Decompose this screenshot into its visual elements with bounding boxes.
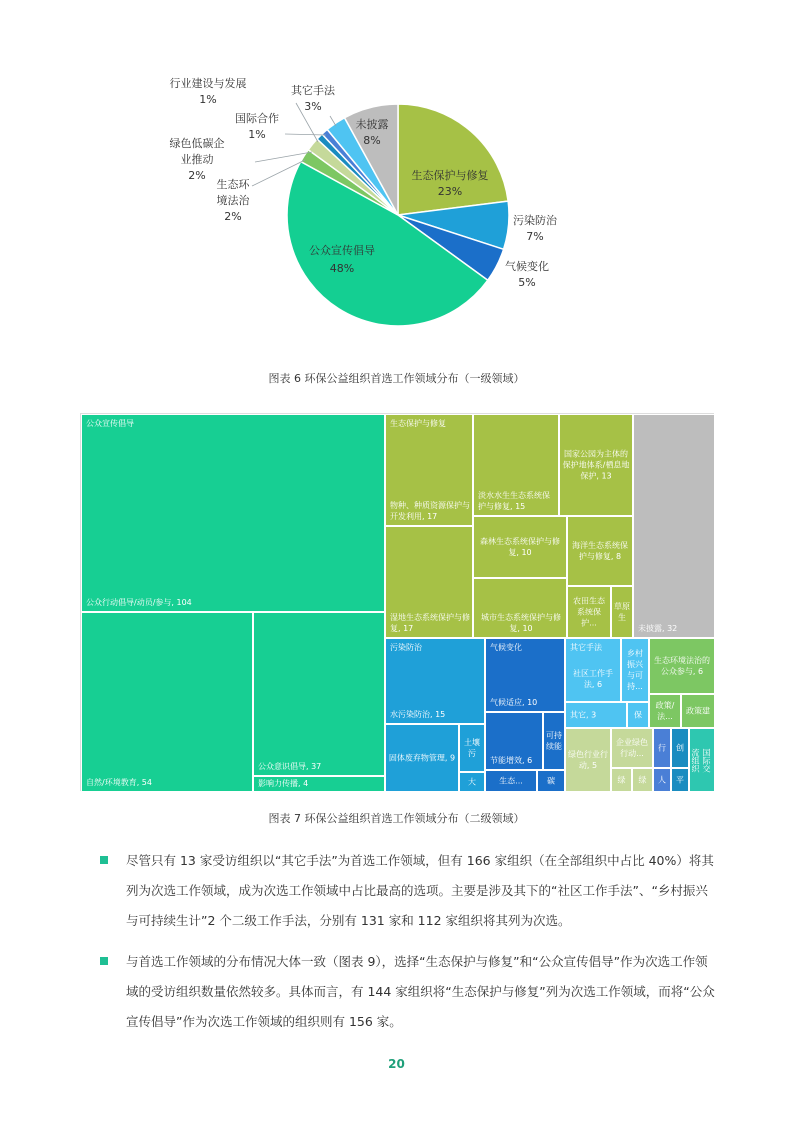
slice-value-other: 3% (304, 100, 322, 113)
treemap-label-other-other: 其它, 3 (570, 710, 597, 720)
slice-label-green-1: 绿色低碳企 (169, 137, 225, 150)
treemap-cell-energy-saving (485, 712, 543, 770)
treemap-cell-farmland (567, 586, 611, 638)
treemap-cell-industry-a (653, 728, 671, 768)
treemap-cell-undisclosed (633, 414, 715, 638)
treemap-cell-city (473, 578, 567, 638)
treemap-cell-policy-law (649, 694, 681, 728)
treemap-cell-green-a (611, 768, 632, 792)
treemap-label-freshwater: 淡水水生生态系统保护与修复, 15 (478, 491, 550, 511)
treemap-label-national-park: 国家公园为主体的保护地体系/栖息地保护, 13 (562, 449, 630, 481)
treemap-label-intl-b: 平 (676, 775, 684, 785)
treemap-cell-ocean (567, 516, 633, 586)
treemap-figure-7 (80, 413, 714, 791)
slice-value-climate: 5% (518, 276, 536, 289)
treemap-label-green-a: 绿 (617, 775, 626, 785)
treemap-label-policy-law: 政策/法... (655, 701, 675, 721)
treemap-label-carbon: 碳 (547, 776, 555, 786)
treemap-group-label-public: 公众宣传倡导 (86, 419, 134, 428)
treemap-label-law-participation: 生态环境法治的公众参与, 6 (654, 656, 710, 676)
treemap-cell-green-b (632, 768, 653, 792)
treemap-label-energy-saving: 节能增效, 6 (490, 756, 533, 765)
treemap-label-solid-waste: 固体废弃物管理, 9 (388, 753, 456, 763)
treemap-label-grassland: 草原生 (614, 602, 630, 622)
treemap-label-community: 社区工作手法, 6 (573, 669, 613, 690)
bullet-paragraph-1 (100, 846, 720, 936)
slice-label-undisclosed: 未披露 (355, 118, 389, 131)
slice-value-green: 2% (188, 169, 206, 182)
treemap-label-adaptation: 气候适应, 10 (490, 698, 538, 707)
treemap-label-renewable: 可持续能 (546, 731, 562, 751)
slice-label-climate: 气候变化 (505, 260, 549, 273)
treemap-group-label-eco: 生态保护与修复 (390, 419, 446, 428)
bullet-paragraph-2 (100, 947, 720, 1037)
treemap-group-label-pollution: 污染防治 (390, 643, 422, 652)
treemap-label-rural: 乡村振兴与可持... (627, 649, 643, 691)
pie-chart (0, 0, 793, 360)
treemap-cell-nature-edu (81, 612, 253, 792)
slice-value-pollution: 7% (526, 230, 544, 243)
treemap-label-policy-advice: 政策建 (686, 706, 710, 716)
treemap-group-label-climate: 气候变化 (490, 643, 522, 652)
slice-label-eco: 生态保护与修复 (411, 169, 489, 182)
treemap-label-eco-climate: 生态... (499, 776, 523, 786)
treemap-label-forest: 森林生态系统保护与修复, 10 (480, 537, 560, 557)
treemap-label-air: 大 (468, 777, 476, 787)
treemap-label-awareness: 公众意识倡导, 37 (258, 762, 322, 771)
treemap-cell-wetland (385, 526, 473, 638)
slice-label-public: 公众宣传倡导 (309, 244, 375, 257)
treemap-label-nature-edu: 自然/环境教育, 54 (86, 778, 152, 787)
treemap-label-industry-b: 人 (658, 775, 666, 785)
slice-value-industry: 1% (199, 93, 217, 106)
treemap-cell-policy-advice (681, 694, 715, 728)
figure-7-caption: 图表 7 环保公益组织首选工作领域分布（二级领域） (268, 812, 525, 825)
bullet-square-icon (100, 957, 108, 965)
treemap-label-species: 物种、种质资源保护与开发利用, 17 (390, 501, 470, 521)
paragraph-1-text: 尽管只有 13 家受访组织以“其它手法”为首选工作领域，但有 166 家组织（在全部组织中占比 40%）将其列为次选工作领域，成为次选工作领域中占比最高的选项。主要是涉及其下的“社区工作手法”、“乡村振兴与可持续生计”2 个二级工作手法，分别有 131 家和 112 家组织将其列为次选。 (126, 853, 714, 928)
treemap-cell-renewable (543, 712, 565, 770)
treemap-cell-rural (621, 638, 649, 702)
treemap-label-green-enterprise: 企业绿色行动... (616, 738, 648, 758)
treemap-cell-bao (627, 702, 649, 728)
treemap-cell-forest (473, 516, 567, 578)
treemap-cell-freshwater (473, 414, 559, 516)
treemap-cell-awareness (253, 612, 385, 776)
treemap-cell-eco-climate (485, 770, 537, 792)
treemap-cell-green-industry (565, 728, 611, 792)
treemap-cell-air (459, 772, 485, 792)
treemap-label-green-b: 绿 (638, 775, 647, 785)
slice-value-intl: 1% (248, 128, 266, 141)
treemap-label-ocean: 海洋生态系统保护与修复, 8 (572, 541, 628, 561)
bullet-square-icon (100, 856, 108, 864)
treemap-cell-adaptation (485, 638, 565, 712)
treemap-cell-law-participation (649, 638, 715, 694)
treemap-cell-intl-b (671, 768, 689, 792)
treemap-cell-intl-a (671, 728, 689, 768)
treemap-cell-solid-waste (385, 724, 459, 792)
treemap-group-label-other: 其它手法 (570, 643, 602, 652)
treemap-label-green-industry: 绿色行业行动, 5 (568, 750, 608, 770)
slice-value-eco: 23% (437, 185, 463, 198)
page-number: 20 (388, 1057, 405, 1071)
treemap-label-undisclosed: 未披露, 32 (638, 624, 678, 633)
treemap-cell-green-enterprise (611, 728, 653, 768)
treemap-label-bao: 保 (634, 710, 642, 720)
treemap-cell-water-pollution (385, 638, 485, 724)
slice-value-law: 2% (224, 210, 242, 223)
treemap-cell-community (565, 638, 621, 702)
treemap-label-intl-c: 国际交流组织 (691, 748, 711, 772)
treemap-label-water-pollution: 水污染防治, 15 (390, 710, 446, 719)
pie-chart-figure-6 (0, 0, 793, 360)
slice-label-green-2: 业推动 (180, 153, 214, 166)
pie-slice-0 (398, 104, 508, 215)
treemap-label-farmland: 农田生态系统保护... (573, 596, 605, 628)
treemap-label-intl-a: 创 (676, 743, 684, 753)
treemap-cell-intl-c (689, 728, 715, 792)
treemap-cell-public-action (81, 414, 385, 612)
treemap-cell-national-park (559, 414, 633, 516)
paragraph-2-text: 与首选工作领域的分布情况大体一致（图表 9），选择“生态保护与修复”和“公众宣传倡导”作为次选工作领域的受访组织数量依然较多。具体而言，有 144 家组织将“生态保护与修复”列为次选工作领域，而将“公众宣传倡导”作为次选工作领域的组织则有 156 家。 (126, 954, 715, 1029)
leader-line-intl (285, 134, 326, 135)
slice-value-undisclosed: 8% (363, 134, 381, 147)
slice-label-industry: 行业建设与发展 (169, 77, 247, 90)
slice-label-law-2: 境法治 (216, 194, 250, 207)
treemap-label-influence: 影响力传播, 4 (258, 779, 309, 788)
treemap-label-city: 城市生态系统保护与修复, 10 (481, 613, 561, 633)
treemap-cell-carbon (537, 770, 565, 792)
treemap-cell-grassland (611, 586, 633, 638)
treemap-label-soil: 土壤污 (464, 738, 480, 758)
slice-label-intl: 国际合作 (235, 112, 279, 125)
slice-label-pollution: 污染防治 (513, 214, 557, 227)
treemap-cell-soil (459, 724, 485, 772)
treemap-label-industry-a: 行 (658, 743, 666, 753)
figure-6-caption: 图表 6 环保公益组织首选工作领域分布（一级领域） (268, 372, 525, 385)
treemap-label-public-action: 公众行动倡导/动员/参与, 104 (86, 598, 192, 607)
treemap-cell-industry-b (653, 768, 671, 792)
slice-label-law-1: 生态环 (216, 178, 250, 191)
treemap-cell-species (385, 414, 473, 526)
treemap-label-wetland: 湿地生态系统保护与修复, 17 (390, 613, 470, 633)
treemap-cell-other-other (565, 702, 627, 728)
treemap-cell-influence (253, 776, 385, 792)
slice-value-public: 48% (329, 262, 355, 275)
slice-label-other: 其它手法 (291, 84, 335, 97)
